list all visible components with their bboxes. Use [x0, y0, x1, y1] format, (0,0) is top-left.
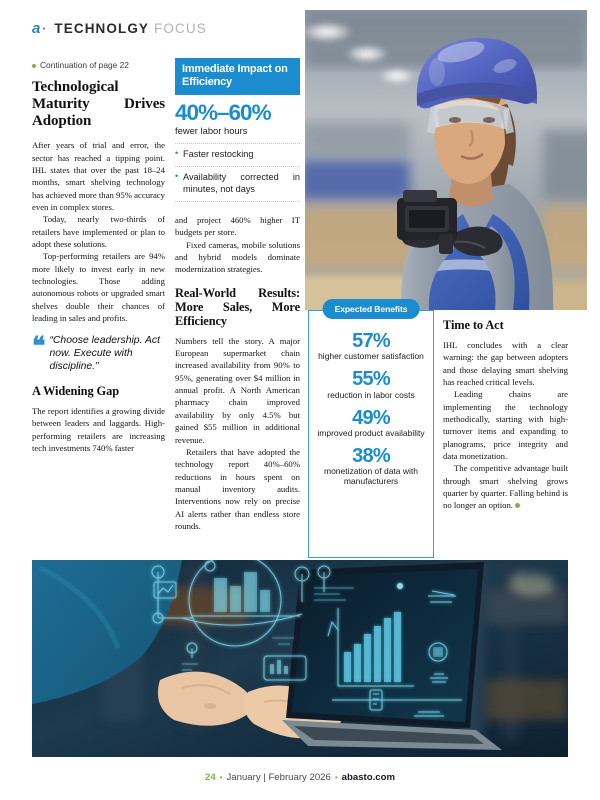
article-column-3: [443, 318, 568, 512]
footer-website: abasto.com: [341, 772, 395, 783]
page-footer: [0, 772, 600, 783]
subheading-widening-gap: A Widening Gap: [32, 384, 119, 399]
bottom-image-laptop-analytics: [32, 560, 568, 757]
benefit-stat-label: monetization of data with manufacturers: [323, 466, 419, 487]
benefit-stat-label: improved product availability: [317, 428, 425, 439]
page-title: Technological Maturity Drives Adoption: [32, 78, 165, 130]
body-paragraph: Numbers tell the story. A major European supermarket chain increased availability from 90% to 95%, generating over $4 million in annual profit. A North American pharmacy chain improved availability by only 4.5% but gained $55 million in additional revenue.: [175, 335, 300, 445]
expected-benefits-pill-label: Expected Benefits: [323, 299, 420, 319]
footer-issue-date: January | February 2026: [226, 772, 331, 783]
divider: [175, 143, 300, 144]
body-paragraph: Retailers that have adopted the technology report 40%–60% reductions in hours spent on manual inventory audits. Interventions now rely on precise AI alerts rather than endless store rounds.: [175, 446, 300, 531]
body-paragraph: Leading chains are implementing the technology methodically, starting with high-turnover items and expanding to planograms, price integrity and data monetization.: [443, 389, 568, 462]
callout-value: 40%–60%: [175, 99, 271, 125]
masthead-dot: ·: [42, 21, 47, 36]
masthead-section-light: FOCUS: [154, 21, 207, 36]
benefit-stat-label: reduction in labor costs: [327, 389, 415, 400]
callout-bullet: • Faster restocking: [175, 149, 300, 161]
masthead: [32, 20, 207, 37]
callout-title: Immediate Impact on Efficiency: [175, 58, 300, 95]
benefits-stats-list: [309, 311, 433, 500]
divider: [175, 166, 300, 167]
body-paragraph: IHL concludes with a clear warning: the gap between adopters and those delaying smart shelving has reached critical levels.: [443, 340, 568, 388]
pull-quote-text: “Choose leadership. Act now. Execute with discipline.”: [49, 335, 160, 373]
body-paragraph: and project 460% higher IT budgets per store.: [175, 215, 300, 238]
callout-bullet: • Availability corrected in minutes, not days: [175, 172, 300, 195]
bullet-dot-icon: [32, 64, 36, 68]
article-column-1: [32, 60, 165, 454]
benefit-stat: [316, 369, 426, 400]
end-mark-icon: [515, 503, 520, 508]
page-number: 24: [205, 772, 216, 783]
subheading-real-world-results: Real-World Results: More Sales, More Efficiency: [175, 285, 300, 328]
article-column-2: [175, 214, 300, 532]
immediate-impact-callout: [175, 58, 300, 207]
pull-quote: [32, 332, 165, 374]
divider: [175, 201, 300, 202]
subheading-time-to-act: Time to Act: [443, 318, 504, 332]
continuation-note: [32, 60, 165, 72]
callout-value-label: fewer labor hours: [175, 125, 248, 137]
body-paragraph-final: [443, 462, 568, 511]
footer-separator: •: [334, 773, 338, 782]
benefit-stat-value: 38%: [352, 444, 390, 467]
body-paragraph: The report identifies a growing divide between leaders and laggards. High-performing retailers are increasing tech investments 740% faster: [32, 406, 165, 454]
masthead-brand-letter: a: [32, 20, 41, 37]
expected-benefits-card: [308, 304, 434, 558]
masthead-section-bold: TECHNOLGY: [54, 21, 150, 36]
body-paragraph: Today, nearly two-thirds of retailers have implemented or plan to adopt these solutions.: [32, 214, 165, 249]
quote-mark-icon: ❝: [32, 332, 44, 361]
body-paragraph: After years of trial and error, the sector has reached a tipping point. IHL states that over the past 18–24 months, smart shelving technology has achieved more than 95% accuracy even in complex stores.: [32, 140, 165, 212]
body-paragraph-final-text: The competitive advantage built through smart shelving grows quarter by quarter. Falling behind is no longer an option.: [443, 463, 568, 511]
footer-separator: •: [219, 773, 223, 782]
benefit-stat-value: 57%: [352, 330, 390, 352]
continuation-label: Continuation of page 22: [40, 60, 129, 70]
benefit-stat-value: 49%: [352, 406, 390, 429]
benefit-stat: [316, 331, 426, 362]
benefit-stat-label: higher customer satisfaction: [318, 351, 424, 362]
benefit-stat-value: 55%: [352, 368, 390, 391]
benefit-stat: [316, 446, 426, 487]
hero-image-warehouse-worker: [305, 10, 587, 310]
benefit-stat: [316, 408, 426, 439]
body-paragraph: Top-performing retailers are 94% more likely to invest early in new technologies. Those adding autonomous robots or upgraded smart shelves double their chances of leading in sales and profits.: [32, 251, 165, 324]
body-paragraph: Fixed cameras, mobile solutions and hybrid models dominate modernization strategies.: [175, 239, 300, 275]
